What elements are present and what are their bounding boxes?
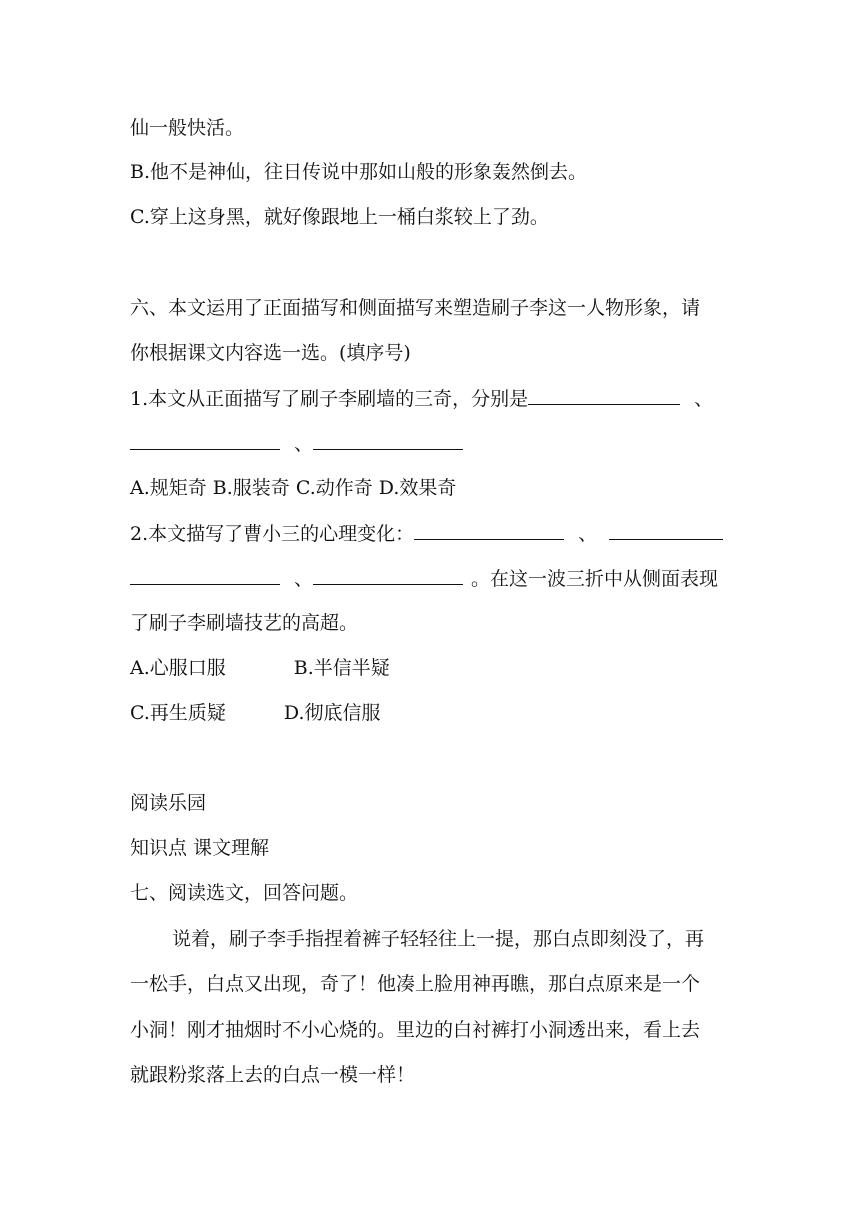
option-a-b-line (130, 656, 390, 680)
question-6-1-blanks-line (130, 431, 463, 456)
answer-blank[interactable] (130, 431, 280, 450)
option-c: C.再生质疑 (130, 702, 226, 724)
question-7-heading: 七、阅读选文，回答问题。 (130, 882, 359, 904)
passage-line-2: 一松手，白点又出现，奇了！他凑上脸用神再瞧，那白点原来是一个 (130, 973, 701, 995)
knowledge-point: 知识点 课文理解 (130, 837, 270, 859)
passage-line-1: 说着，刷子李手指捏着裤子轻轻往上一提，那白点即刻没了，再 (172, 928, 705, 950)
option-c-d-line (130, 701, 381, 725)
passage-line-3: 小洞！刚才抽烟时不小心烧的。里边的白衬裤打小洞透出来，看上去 (130, 1019, 701, 1041)
question-6-2-line-3: 了刷子李刷墙技艺的高超。 (130, 612, 359, 634)
passage-line-4: 就跟粉浆落上去的白点一模一样！ (130, 1064, 416, 1086)
answer-blank[interactable] (313, 566, 463, 585)
section-heading: 阅读乐园 (130, 792, 207, 814)
separator: 、 (294, 568, 314, 590)
question-6-2-blanks-line (130, 566, 718, 591)
question-6-1-line (130, 386, 713, 411)
separator: 、 (294, 433, 314, 455)
answer-blank[interactable] (130, 566, 280, 585)
question-6-2-line (130, 521, 723, 546)
question-6-line-2: 你根据课文内容选一选。(填序号) (130, 342, 411, 364)
option-b-line: B.他不是神仙，往日传说中那如山般的形象轰然倒去。 (130, 161, 588, 183)
answer-blank[interactable] (414, 521, 564, 540)
separator: 、 (694, 388, 714, 410)
option-a: A.心服口服 (130, 657, 226, 679)
question-6-line-1: 六、本文运用了正面描写和侧面描写来塑造刷子李这一人物形象，请 (130, 297, 701, 319)
option-d: D.彻底信服 (283, 702, 381, 724)
question-6-1-text: 1.本文从正面描写了刷子李刷墙的三奇，分别是 (130, 388, 529, 410)
answer-blank[interactable] (528, 386, 680, 405)
text-line-1: 仙一般快活。 (130, 117, 245, 139)
separator: 、 (578, 523, 598, 545)
option-c-line: C.穿上这身黑，就好像跟地上一桶白浆较上了劲。 (130, 206, 549, 228)
question-6-1-options: A.规矩奇 B.服装奇 C.动作奇 D.效果奇 (130, 477, 457, 499)
option-b: B.半信半疑 (293, 657, 390, 679)
question-6-2-text: 2.本文描写了曹小三的心理变化： (130, 523, 415, 545)
answer-blank[interactable] (313, 431, 463, 450)
answer-blank[interactable] (609, 521, 723, 540)
question-6-2-tail: 。在这一波三折中从侧面表现 (471, 568, 719, 590)
